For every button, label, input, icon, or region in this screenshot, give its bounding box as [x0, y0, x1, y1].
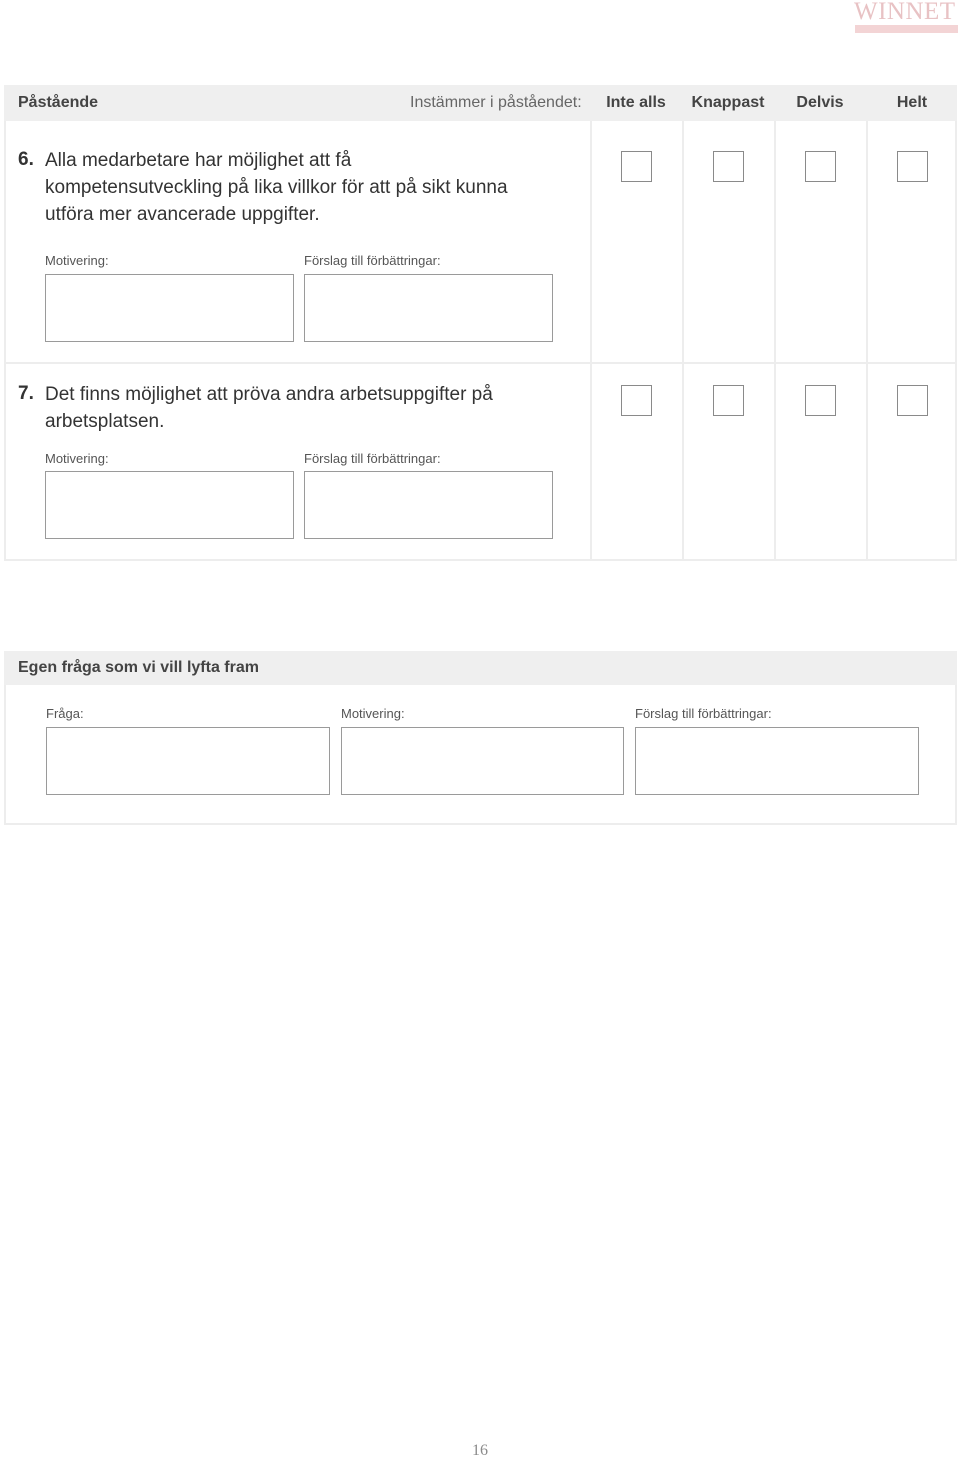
checkbox-delvis[interactable] — [805, 385, 836, 416]
motivation-field[interactable] — [45, 274, 294, 342]
grid-line — [590, 121, 592, 561]
question-text-line: utföra mer avancerade uppgifter. — [45, 204, 320, 225]
checkbox-delvis[interactable] — [805, 151, 836, 182]
header-col-inte-alls: Inte alls — [606, 94, 666, 111]
question-label: Fråga: — [46, 706, 84, 721]
question-text-line: Det finns möjlighet att pröva andra arbetsuppgifter på — [45, 384, 493, 405]
suggestions-field[interactable] — [304, 471, 553, 539]
question-number: 6. — [18, 149, 34, 170]
logo-underline — [855, 25, 958, 33]
row-divider — [4, 362, 957, 364]
checkbox-helt[interactable] — [897, 385, 928, 416]
row-divider — [4, 823, 957, 825]
logo-text: WINNET — [854, 0, 956, 25]
motivation-label: Motivering: — [45, 253, 109, 268]
grid-line — [955, 685, 957, 825]
motivation-label: Motivering: — [341, 706, 405, 721]
checkbox-helt[interactable] — [897, 151, 928, 182]
grid-line — [866, 121, 868, 561]
header-agree-label: Instämmer i påståendet: — [410, 94, 582, 111]
header-col-helt: Helt — [896, 94, 928, 111]
table-header — [4, 85, 957, 121]
suggestions-field[interactable] — [304, 274, 553, 342]
header-col-knappast: Knappast — [691, 94, 765, 111]
own-suggestions-field[interactable] — [635, 727, 919, 795]
question-number: 7. — [18, 383, 34, 404]
grid-line — [4, 121, 6, 561]
header-statement: Påstående — [18, 94, 99, 111]
checkbox-inte-alls[interactable] — [621, 385, 652, 416]
header-col-delvis: Delvis — [796, 94, 844, 111]
suggestions-label: Förslag till förbättringar: — [304, 253, 441, 268]
own-motivation-field[interactable] — [341, 727, 624, 795]
motivation-field[interactable] — [45, 471, 294, 539]
row-divider — [4, 559, 957, 561]
question-text-line: kompetensutveckling på lika villkor för att på sikt kunna — [45, 177, 508, 198]
own-question-field[interactable] — [46, 727, 330, 795]
own-question-header — [4, 651, 957, 685]
grid-line — [955, 121, 957, 561]
grid-line — [774, 121, 776, 561]
suggestions-label: Förslag till förbättringar: — [304, 451, 441, 466]
question-text-line: Alla medarbetare har möjlighet att få — [45, 150, 352, 171]
checkbox-knappast[interactable] — [713, 151, 744, 182]
own-question-title: Egen fråga som vi vill lyfta fram — [18, 659, 259, 676]
checkbox-inte-alls[interactable] — [621, 151, 652, 182]
question-text-line: arbetsplatsen. — [45, 411, 165, 432]
grid-line — [4, 685, 6, 825]
question-text — [45, 147, 585, 228]
suggestions-label: Förslag till förbättringar: — [635, 706, 772, 721]
page-number: 16 — [472, 1442, 488, 1459]
winnet-logo — [852, 0, 960, 34]
motivation-label: Motivering: — [45, 451, 109, 466]
grid-line — [682, 121, 684, 561]
question-text — [45, 381, 585, 435]
checkbox-knappast[interactable] — [713, 385, 744, 416]
